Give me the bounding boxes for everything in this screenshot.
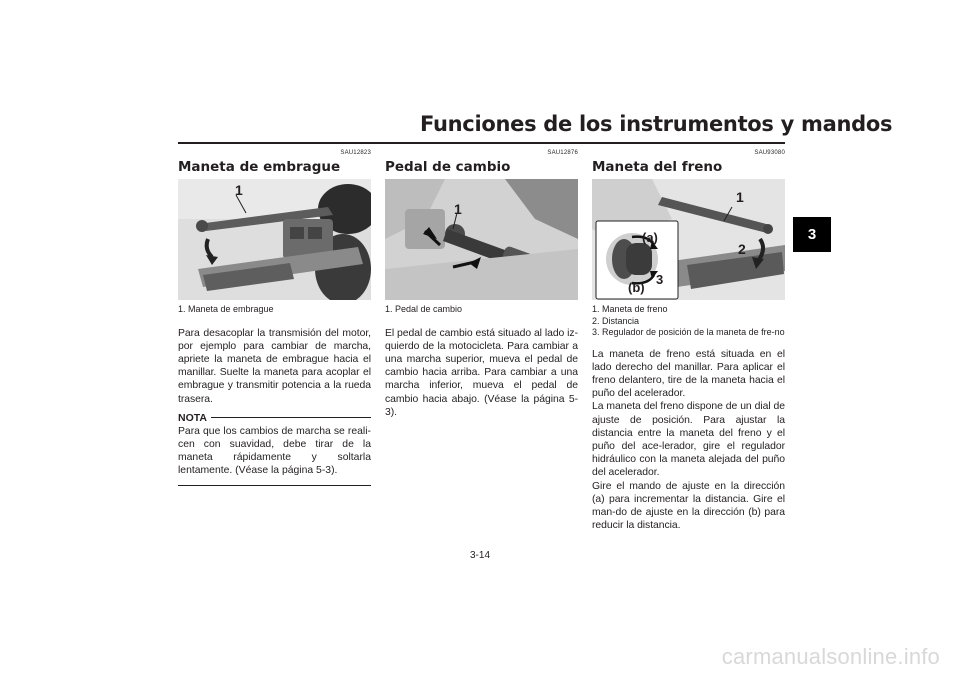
figure-callout: (b) bbox=[628, 280, 645, 295]
figure-callout: 1 bbox=[736, 189, 744, 205]
section-code: SAU12876 bbox=[547, 150, 578, 156]
body-paragraph: El pedal de cambio está situado al lado iz-quierdo de la motocicleta. Para cambiar a una marcha superior, mueva el pedal de cambio hacia arriba. Para cambiar a una marcha inferior, mueva el pedal de cambio hacia abajo. (Véase la página 5-3). bbox=[385, 327, 578, 418]
section-clutch-lever bbox=[178, 150, 371, 486]
shift-pedal-photo bbox=[385, 179, 578, 300]
caption-number: 1. bbox=[178, 304, 186, 314]
caption-number: 2. bbox=[592, 315, 600, 326]
shift-pedal-illustration bbox=[385, 179, 578, 300]
note-box bbox=[178, 412, 371, 486]
section-shift-pedal bbox=[385, 150, 578, 419]
caption-number: 1. bbox=[385, 304, 393, 314]
section-title: Pedal de cambio bbox=[385, 159, 511, 175]
figure-callout: 1 bbox=[235, 182, 243, 198]
body-paragraph: La maneta de freno está situada en el lado derecho del manillar. Para aplicar el freno delantero, tire de la maneta hacia el puño del acelerador. bbox=[592, 348, 785, 400]
page-number: 3-14 bbox=[469, 550, 490, 561]
note-end-rule bbox=[178, 485, 371, 486]
caption-text: Maneta de embrague bbox=[188, 304, 274, 314]
body-paragraph: Para desacoplar la transmisión del motor, por ejemplo para cambiar de marcha, apriete la maneta de embrague hacia el manillar. Suelte la maneta para acoplar el embrague y transmitir potencia a la rueda trasera. bbox=[178, 327, 371, 405]
body-paragraph: Gire el mando de ajuste en la dirección (a) para incrementar la distancia. Gire el man-do de ajuste en la dirección (b) para reducir la distancia. bbox=[592, 480, 785, 532]
figure-caption bbox=[592, 304, 785, 339]
figure-callout: 3 bbox=[656, 272, 664, 287]
caption-text: Maneta de freno bbox=[602, 304, 668, 314]
section-brake-lever bbox=[592, 150, 785, 532]
caption-text: Pedal de cambio bbox=[395, 304, 463, 314]
note-label: NOTA bbox=[178, 411, 207, 424]
caption-number: 1. bbox=[592, 304, 600, 314]
watermark: carmanualsonline.info bbox=[721, 644, 940, 669]
brake-lever-illustration bbox=[592, 179, 785, 300]
section-title: Maneta del freno bbox=[592, 159, 723, 175]
caption-number: 3. bbox=[592, 327, 600, 337]
chapter-tab: 3 bbox=[793, 217, 831, 252]
caption-text: Regulador de posición de la maneta de fre-no bbox=[602, 327, 785, 337]
figure-caption bbox=[178, 304, 371, 316]
body-paragraph: La maneta del freno dispone de un dial de ajuste de posición. Para ajustar la distancia entre la maneta del freno y el puño del ace-lerador, gire el regulador hidráulico con la maneta alejada del puño del acelerador. bbox=[592, 401, 785, 479]
clutch-lever-photo bbox=[178, 179, 371, 300]
figure-caption bbox=[385, 304, 578, 316]
section-code: SAU12823 bbox=[340, 150, 371, 156]
figure-callout: 2 bbox=[738, 241, 746, 257]
figure-callout: 1 bbox=[454, 201, 462, 217]
note-text: Para que los cambios de marcha se reali-cen con suavidad, debe tirar de la maneta rápidamente y soltarla lentamente. (Véase la página 5-3). bbox=[178, 425, 371, 477]
page-title: Funciones de los instrumentos y mandos bbox=[420, 112, 893, 136]
figure-callout: (a) bbox=[642, 230, 658, 245]
brake-lever-photo bbox=[592, 179, 785, 300]
note-rule bbox=[211, 417, 371, 418]
section-title: Maneta de embrague bbox=[178, 159, 341, 175]
caption-text: Distancia bbox=[602, 315, 640, 326]
title-rule bbox=[178, 142, 785, 144]
section-code: SAU93080 bbox=[754, 150, 785, 156]
clutch-lever-illustration bbox=[178, 179, 371, 300]
